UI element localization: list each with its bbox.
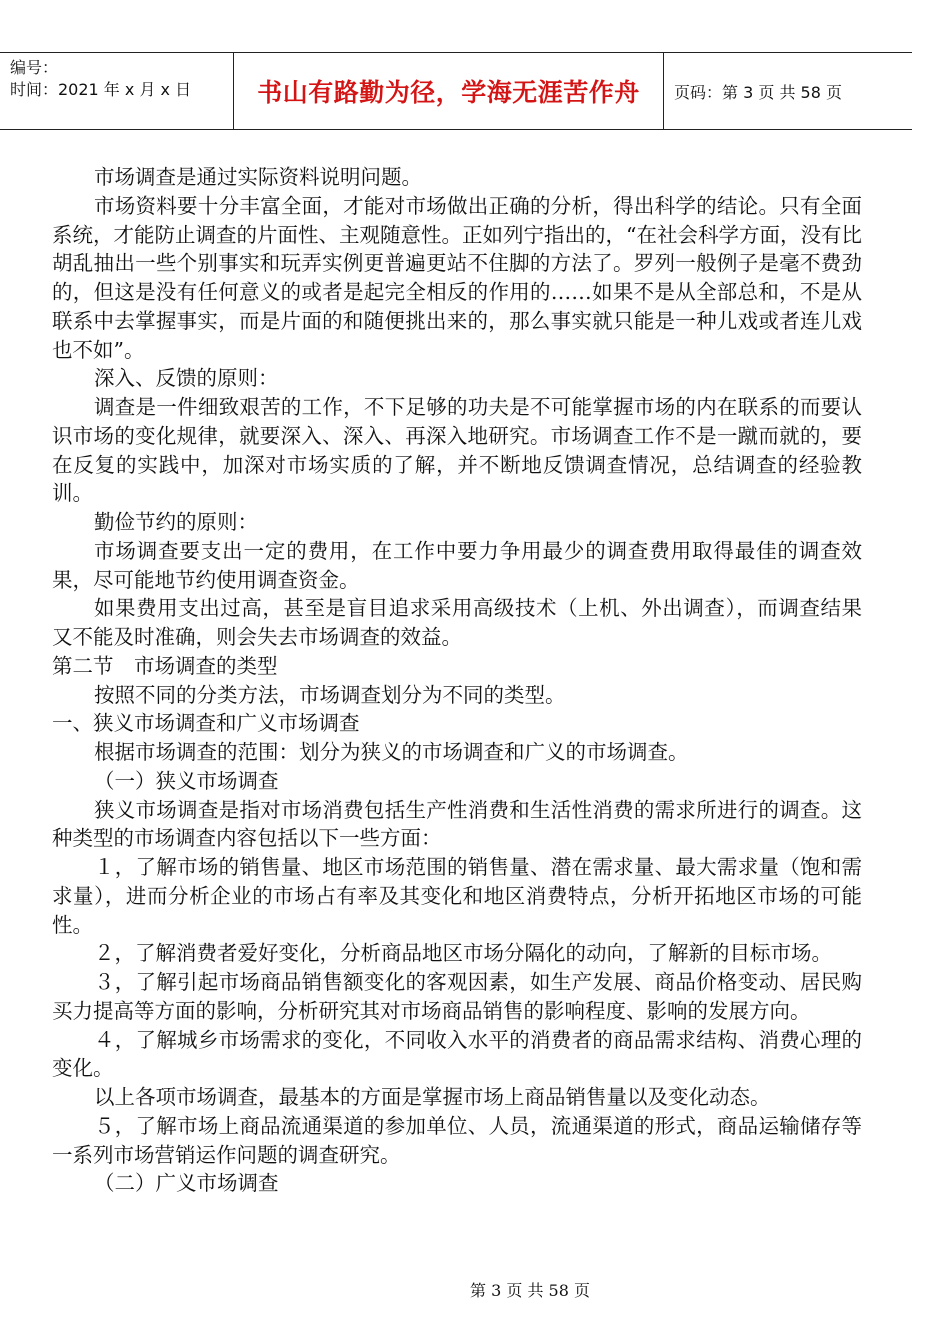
principle-heading: 深入、反馈的原则：: [94, 366, 279, 391]
header-motto: 书山有路勤为径，学海无涯苦作舟: [257, 78, 640, 107]
header-motto-cell: [234, 53, 664, 129]
section-heading: 第二节 市场调查的类型: [52, 653, 278, 678]
body-paragraph: 狭义市场调查是指对市场消费包括生产性消费和生活性消费的需求所进行的调查。这种类型的市场调查内容包括以下一些方面：: [52, 797, 862, 851]
page-footer: 第 3 页 共 58 页: [470, 1281, 590, 1300]
page-header: [0, 52, 912, 130]
body-paragraph: 调查是一件细致艰苦的工作，不下足够的功夫是不可能掌握市场的内在联系的而要认识市场的变化规律，就要深入、深入、再深入地研究。市场调查工作不是一蹴而就的，要在反复的实践中，加深对市场实质的了解，并不断地反馈调查情况，总结调查的经验教训。: [52, 395, 862, 506]
document-time-label: 时间：2021 年 x 月 x 日: [10, 80, 192, 99]
body-paragraph: 市场资料要十分丰富全面，才能对市场做出正确的分析，得出科学的结论。只有全面系统，才能防止调查的片面性、主观随意性。正如列宁指出的，“在社会科学方面，没有比胡乱抽出一些个别事实和玩弄实例更普遍更站不住脚的方法了。罗列一般例子是毫不费劲的，但这是没有任何意义的或者是起完全相反的作用的……如果不是从全部总和，不是从联系中去掌握事实，而是片面的和随便挑出来的，那么事实就只能是一种儿戏或者连儿戏也不如”。: [52, 193, 862, 362]
list-item: ５，了解市场上商品流通渠道的参加单位、人员，流通渠道的形式，商品运输储存等一系列市场营销运作问题的调查研究。: [52, 1113, 862, 1167]
body-paragraph: 市场调查要支出一定的费用，在工作中要力争用最少的调查费用取得最佳的调查效果，尽可能地节约使用调查资金。: [52, 538, 862, 592]
body-paragraph: 如果费用支出过高，甚至是盲目追求采用高级技术（上机、外出调查），而调查结果又不能及时准确，则会失去市场调查的效益。: [52, 596, 862, 649]
header-meta: [0, 53, 234, 129]
subsection-heading: （二）广义市场调查: [94, 1171, 279, 1196]
principle-heading: 勤俭节约的原则：: [94, 510, 258, 534]
list-item: ４，了解城乡市场需求的变化，不同收入水平的消费者的商品需求结构、消费心理的变化。: [52, 1027, 862, 1081]
list-item: １，了解市场的销售量、地区市场范围的销售量、潜在需求量、最大需求量（饱和需求量），进而分析企业的市场占有率及其变化和地区消费特点，分析开拓地区市场的可能性。: [52, 855, 862, 937]
body-paragraph: 按照不同的分类方法，市场调查划分为不同的类型。: [94, 682, 566, 707]
body-paragraph: 根据市场调查的范围：划分为狭义的市场调查和广义的市场调查。: [94, 740, 689, 764]
body-paragraph: 市场调查是通过实际资料说明问题。: [94, 165, 422, 189]
subsection-heading: 一、狭义市场调查和广义市场调查: [52, 711, 360, 736]
subsection-heading: （一）狭义市场调查: [94, 768, 279, 793]
list-item: ２，了解消费者爱好变化，分析商品地区市场分隔化的动向，了解新的目标市场。: [94, 941, 832, 966]
document-number-label: 编号：: [10, 58, 59, 77]
document-body: [52, 163, 862, 1198]
header-page-info: 页码：第 3 页 共 58 页: [674, 82, 842, 102]
header-page-info-cell: [664, 53, 912, 129]
body-paragraph: 以上各项市场调查，最基本的方面是掌握市场上商品销售量以及变化动态。: [94, 1085, 771, 1109]
list-item: ３，了解引起市场商品销售额变化的客观因素，如生产发展、商品价格变动、居民购买力提高等方面的影响，分析研究其对市场商品销售的影响程度、影响的发展方向。: [52, 970, 862, 1023]
